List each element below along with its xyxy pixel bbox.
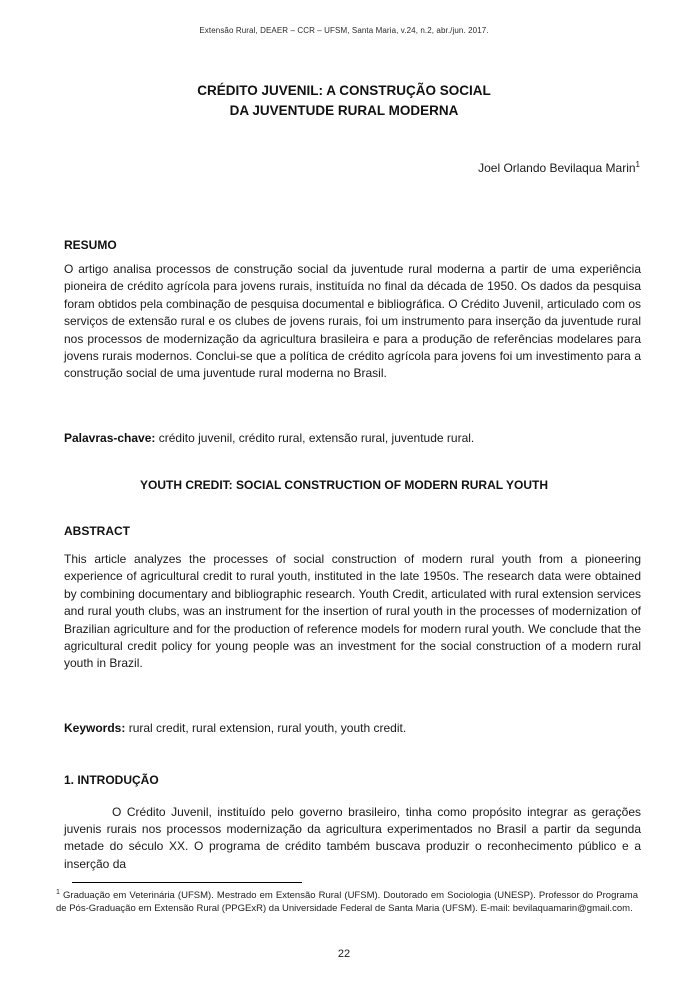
article-title-line-1: CRÉDITO JUVENIL: A CONSTRUÇÃO SOCIAL xyxy=(197,83,491,98)
article-title-line-2: DA JUVENTUDE RURAL MODERNA xyxy=(229,103,459,118)
palavras-chave-label: Palavras-chave: xyxy=(64,431,156,445)
footnote xyxy=(56,889,638,915)
author-line xyxy=(64,161,640,175)
journal-running-head: Extensão Rural, DEAER – CCR – UFSM, Santa Maria, v.24, n.2, abr./jun. 2017. xyxy=(199,26,489,35)
footnote-text: Graduação em Veterinária (UFSM). Mestrado em Extensão Rural (UFSM). Doutorado em Sociologia (UNESP). Professor do Programa de Pós-Graduação em Extensão Rural (PPGExR) da Universidade Federal de Santa Maria (UFSM). E-mail: bevilaquamarin@gmail.com. xyxy=(56,890,639,914)
author-footnote-mark: 1 xyxy=(635,160,640,169)
keywords-line xyxy=(64,720,641,737)
footnote-separator-rule xyxy=(72,882,302,883)
keywords-text: rural credit, rural extension, rural youth, youth credit. xyxy=(128,721,407,735)
keywords-label: Keywords: xyxy=(64,721,126,735)
introduction-paragraph: O Crédito Juvenil, instituído pelo governo brasileiro, tinha como propósito integrar as gerações juvenis rurais nos processos modernização da agricultura experimentados no Brasil a partir da segunda metade do século XX. O programa de crédito também buscava produzir o reconhecimento público e a inserção da xyxy=(64,805,641,871)
english-title: YOUTH CREDIT: SOCIAL CONSTRUCTION OF MODERN RURAL YOUTH xyxy=(139,478,548,492)
palavras-chave-text: crédito juvenil, crédito rural, extensão rural, juventude rural. xyxy=(158,431,475,445)
author-name: Joel Orlando Bevilaqua Marin xyxy=(478,161,636,175)
page-number: 22 xyxy=(337,948,351,960)
article-title xyxy=(56,81,632,121)
introduction-heading: 1. INTRODUÇÃO xyxy=(64,773,159,787)
resumo-paragraph: O artigo analisa processos de construção social da juventude rural moderna a partir de uma experiência pioneira de crédito agrícola para jovens rurais, instituída no final da década de 1950. Os dados da pesquisa foram obtidos pela combinação de pesquisa documental e bibliográfica. O Crédito Juvenil, articulado com os serviços de extensão rural e os clubes de jovens rurais, foi um instrumento para inserção da juventude rural nos processos de modernização da agricultura brasileira e para a produção de referências modelares para jovens rurais modernos. Conclui-se que a política de crédito agrícola para jovens foi um investimento para a construção social de uma juventude rural moderna no Brasil. xyxy=(64,262,641,381)
footnote-mark: 1 xyxy=(56,888,60,896)
abstract-paragraph: This article analyzes the processes of social construction of modern rural youth from a pioneering experience of agricultural credit to rural youth, instituted in the late 1950s. The research data were obtained by combining documentary and bibliographic research. Youth Credit, articulated with rural extension services and rural youth clubs, was an instrument for the insertion of rural youth in the processes of modernization of Brazilian agriculture and for the production of reference models for modern rural youth. We conclude that the agricultural credit policy for young people was an investment for the social construction of a modern rural youth in Brazil. xyxy=(64,552,641,671)
palavras-chave-line xyxy=(64,430,641,447)
resumo-heading: RESUMO xyxy=(64,238,117,252)
abstract-heading: ABSTRACT xyxy=(64,524,130,538)
